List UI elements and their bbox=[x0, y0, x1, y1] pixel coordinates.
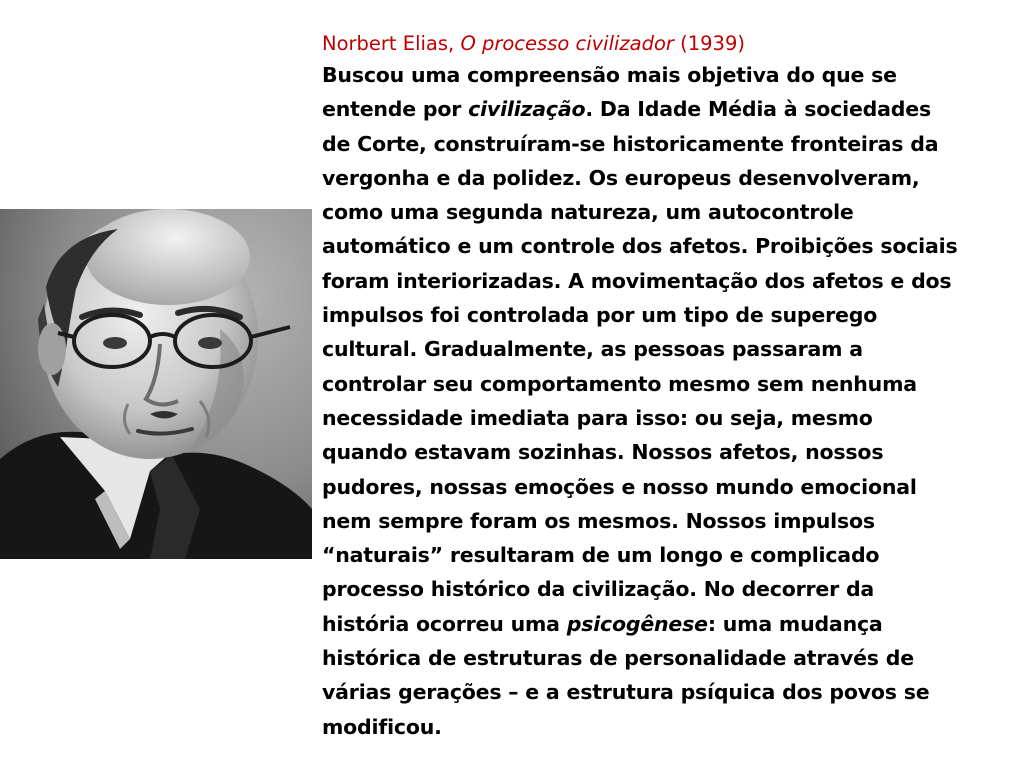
text-segment: processo histórico da civilização. No decorrer da bbox=[322, 577, 875, 602]
text-segment: entende por bbox=[322, 97, 469, 122]
text-segment: história ocorreu uma bbox=[322, 611, 567, 636]
text-segment: : uma mudança bbox=[707, 611, 883, 636]
paragraph-line bbox=[322, 504, 998, 538]
text-segment: histórica de estruturas de personalidade através de bbox=[322, 646, 914, 671]
paragraph-line bbox=[322, 92, 998, 126]
paragraph-line bbox=[322, 401, 998, 435]
emphasized-term: psicogênese bbox=[566, 611, 708, 636]
paragraph-line bbox=[322, 332, 998, 366]
heading-author: Norbert Elias, bbox=[322, 32, 461, 55]
text-segment: controlar seu comportamento mesmo sem nenhuma bbox=[322, 371, 917, 396]
text-segment: de Corte, construíram-se historicamente fronteiras da bbox=[322, 131, 939, 156]
text-segment: várias gerações – e a estrutura psíquica dos povos se bbox=[322, 680, 930, 705]
text-segment: pudores, nossas emoções e nosso mundo emocional bbox=[322, 474, 917, 499]
paragraph-line bbox=[322, 607, 998, 641]
paragraph-line bbox=[322, 298, 998, 332]
heading-year: (1939) bbox=[673, 32, 745, 55]
emphasized-term: civilização bbox=[468, 97, 586, 122]
paragraph-line bbox=[322, 58, 998, 92]
paragraph-line bbox=[322, 195, 998, 229]
slide-heading bbox=[322, 30, 998, 58]
text-segment: impulsos foi controlada por um tipo de superego bbox=[322, 303, 878, 328]
paragraph-line bbox=[322, 367, 998, 401]
text-segment: necessidade imediata para isso: ou seja, mesmo bbox=[322, 405, 873, 430]
text-segment: como uma segunda natureza, um autocontrole bbox=[322, 200, 854, 225]
paragraph-line bbox=[322, 710, 998, 744]
paragraph-line bbox=[322, 435, 998, 469]
paragraph-line bbox=[322, 127, 998, 161]
paragraph-line bbox=[322, 538, 998, 572]
paragraph-line bbox=[322, 229, 998, 263]
text-segment: foram interiorizadas. A movimentação dos afetos e dos bbox=[322, 268, 952, 293]
text-segment: nem sempre foram os mesmos. Nossos impulsos bbox=[322, 508, 875, 533]
text-segment: . Da Idade Média à sociedades bbox=[585, 97, 931, 122]
paragraph-line bbox=[322, 161, 998, 195]
paragraph-line bbox=[322, 675, 998, 709]
paragraph-line bbox=[322, 572, 998, 606]
text-segment: cultural. Gradualmente, as pessoas passaram a bbox=[322, 337, 863, 362]
text-block bbox=[322, 30, 998, 744]
body-paragraph bbox=[322, 58, 998, 744]
paragraph-line bbox=[322, 264, 998, 298]
text-segment: “naturais” resultaram de um longo e complicado bbox=[322, 543, 880, 568]
portrait-photo bbox=[0, 209, 312, 559]
paragraph-line bbox=[322, 641, 998, 675]
text-segment: modificou. bbox=[322, 714, 442, 739]
text-segment: automático e um controle dos afetos. Proibições sociais bbox=[322, 234, 958, 259]
paragraph-line bbox=[322, 470, 998, 504]
text-segment: Buscou uma compreensão mais objetiva do que se bbox=[322, 63, 897, 87]
text-segment: vergonha e da polidez. Os europeus desenvolveram, bbox=[322, 165, 920, 190]
text-segment: quando estavam sozinhas. Nossos afetos, nossos bbox=[322, 440, 884, 465]
heading-work-title: O processo civilizador bbox=[460, 32, 674, 55]
